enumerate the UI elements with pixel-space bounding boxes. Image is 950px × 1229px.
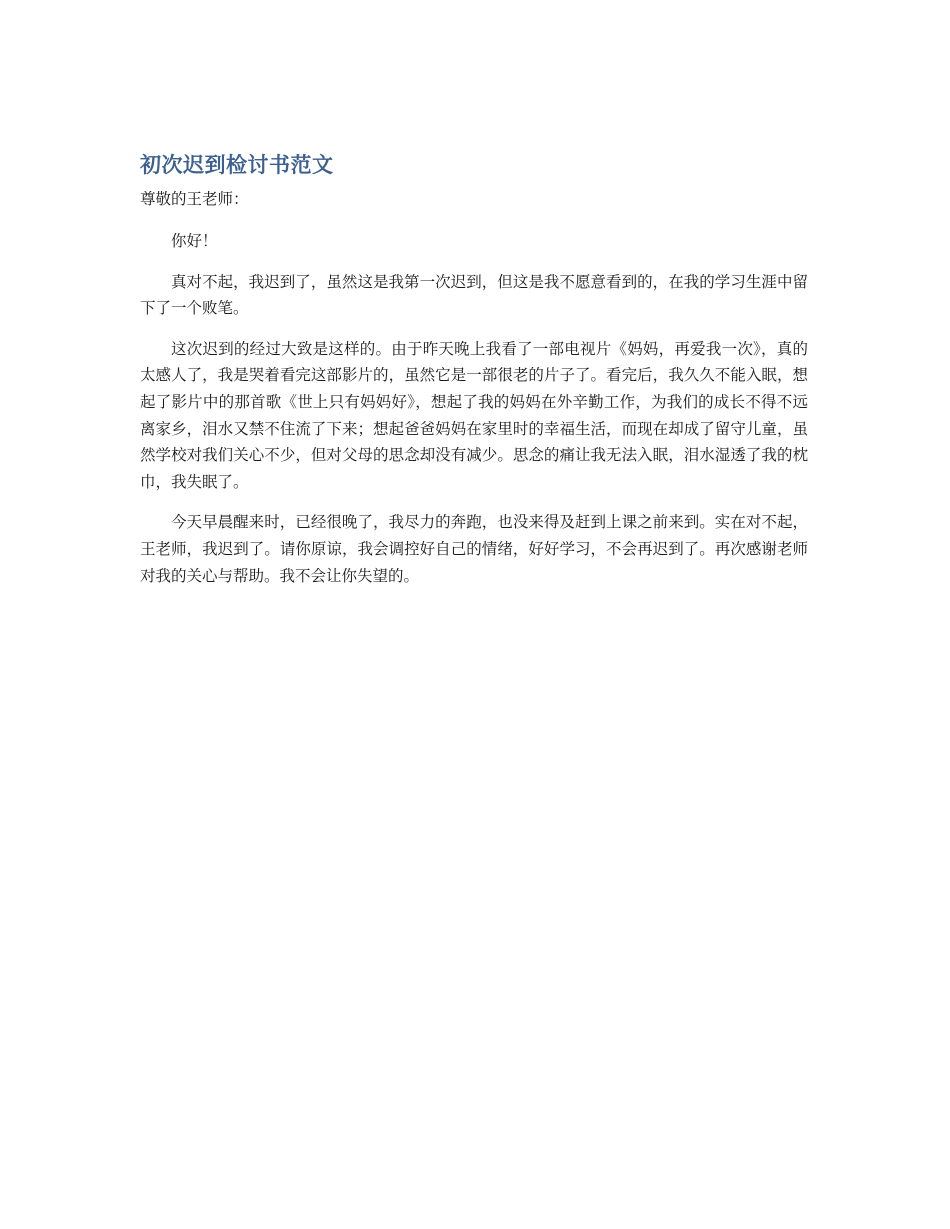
document-page: [140, 150, 808, 603]
paragraph-closing: 今天早晨醒来时，已经很晚了，我尽力的奔跑，也没来得及赶到上课之前来到。实在对不起，王老师，我迟到了。请你原谅，我会调控好自己的情绪，好好学习，不会再迟到了。再次感谢老师对我的关心与帮助。我不会让你失望的。: [140, 513, 808, 585]
paragraph-apology: 真对不起，我迟到了，虽然这是我第一次迟到，但这是我不愿意看到的，在我的学习生涯中留下了一个败笔。: [140, 272, 808, 318]
paragraph-greeting: 你好！: [171, 232, 218, 250]
paragraph-reason: 这次迟到的经过大致是这样的。由于昨天晚上我看了一部电视片《妈妈，再爱我一次》，真的太感人了，我是哭着看完这部影片的，虽然它是一部很老的片子了。看完后，我久久不能入眠，想起了影片中的那首歌《世上只有妈妈好》，想起了我的妈妈在外辛勤工作，为我们的成长不得不远离家乡，泪水又禁不住流了下来；想起爸爸妈妈在家里时的幸福生活，而现在却成了留守儿童，虽然学校对我们关心不少，但对父母的思念却没有减少。思念的痛让我无法入眠，泪水湿透了我的枕巾，我失眠了。: [140, 339, 808, 491]
salutation: 尊敬的王老师：: [140, 190, 249, 208]
document-title: 初次迟到检讨书范文: [140, 153, 334, 177]
